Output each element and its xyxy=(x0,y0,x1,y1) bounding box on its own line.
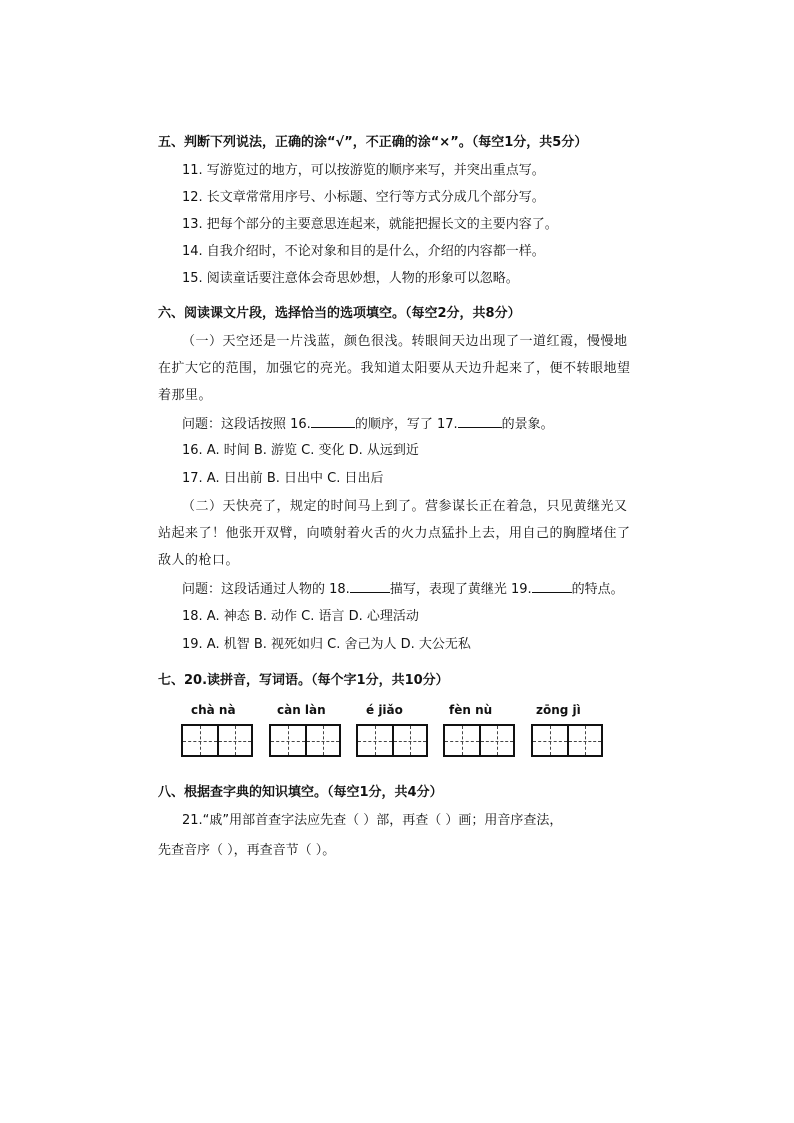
pinyin-1: chà nà xyxy=(191,703,236,717)
section-5-title: 五、判断下列说法，正确的涂“√”，不正确的涂“×”。（每空1分，共5分） xyxy=(158,135,588,150)
grid-cell[interactable] xyxy=(479,726,513,755)
grid-cell[interactable] xyxy=(533,726,567,755)
blank-16[interactable] xyxy=(311,414,355,428)
writing-grid-2[interactable] xyxy=(269,724,341,757)
question-21-line-2: 先查音序（ ），再查音节（ ）。 xyxy=(158,843,336,858)
grid-cell[interactable] xyxy=(217,726,251,755)
question-2-text-a: 问题：这段话通过人物的 18. xyxy=(182,582,350,597)
blank-19[interactable] xyxy=(532,579,572,593)
question-1-text-b: 的顺序，写了 17. xyxy=(354,417,458,432)
grid-cell[interactable] xyxy=(392,726,426,755)
pinyin-2: càn làn xyxy=(277,703,326,717)
section-7-title: 七、20.读拼音，写词语。（每个字1分，共10分） xyxy=(158,673,449,688)
section-8-title: 八、根据查字典的知识填空。（每空1分，共4分） xyxy=(158,785,443,800)
blank-18[interactable] xyxy=(350,579,390,593)
question-15: 15. 阅读童话要注意体会奇思妙想，人物的形象可以忽略。 xyxy=(182,271,519,286)
question-18-19-prompt xyxy=(182,579,624,599)
writing-grid-1[interactable] xyxy=(181,724,253,757)
grid-cell[interactable] xyxy=(183,726,217,755)
blank-17[interactable] xyxy=(458,414,502,428)
question-16-17-prompt xyxy=(182,414,554,434)
passage-1-line-3: 着那里。 xyxy=(158,388,213,403)
question-2-text-c: 的特点。 xyxy=(571,582,624,597)
passage-2-line-2: 站起来了！他张开双臂，向喷射着火舌的火力点猛扑上去，用自己的胸膛堵住了 xyxy=(158,526,631,541)
question-1-text-c: 的景象。 xyxy=(501,417,554,432)
section-6-title: 六、阅读课文片段，选择恰当的选项填空。（每空2分，共8分） xyxy=(158,306,521,321)
grid-cell[interactable] xyxy=(567,726,601,755)
question-2-text-b: 描写，表现了黄继光 19. xyxy=(389,582,532,597)
pinyin-5: zōng jì xyxy=(536,703,581,717)
grid-cell[interactable] xyxy=(305,726,339,755)
grid-cell[interactable] xyxy=(271,726,305,755)
grid-cell[interactable] xyxy=(358,726,392,755)
options-16: 16. A. 时间 B. 游览 C. 变化 D. 从远到近 xyxy=(182,443,419,458)
pinyin-4: fèn nù xyxy=(449,703,493,717)
question-11: 11. 写游览过的地方，可以按游览的顺序来写，并突出重点写。 xyxy=(182,163,545,178)
question-14: 14. 自我介绍时，不论对象和目的是什么，介绍的内容都一样。 xyxy=(182,244,545,259)
writing-grid-5[interactable] xyxy=(531,724,603,757)
passage-1-line-1: （一）天空还是一片浅蓝，颜色很浅。转眼间天边出现了一道红霞，慢慢地 xyxy=(182,334,628,349)
writing-grid-4[interactable] xyxy=(443,724,515,757)
question-13: 13. 把每个部分的主要意思连起来，就能把握长文的主要内容了。 xyxy=(182,217,558,232)
passage-2-line-1: （二）天快亮了，规定的时间马上到了。营参谋长正在着急，只见黄继光又 xyxy=(182,499,628,514)
passage-2-line-3: 敌人的枪口。 xyxy=(158,553,240,568)
options-17: 17. A. 日出前 B. 日出中 C. 日出后 xyxy=(182,471,384,486)
options-18: 18. A. 神态 B. 动作 C. 语言 D. 心理活动 xyxy=(182,609,419,624)
question-1-text-a: 问题：这段话按照 16. xyxy=(182,417,311,432)
passage-1-line-2: 在扩大它的范围，加强它的亮光。我知道太阳要从天边升起来了，便不转眼地望 xyxy=(158,361,631,376)
grid-cell[interactable] xyxy=(445,726,479,755)
question-12: 12. 长文章常常用序号、小标题、空行等方式分成几个部分写。 xyxy=(182,190,545,205)
question-21-line-1: 21.“戚”用部首查字法应先查（ ）部，再查（ ）画；用音序查法， xyxy=(182,813,563,828)
writing-grid-3[interactable] xyxy=(356,724,428,757)
pinyin-3: é jiǎo xyxy=(366,703,403,717)
options-19: 19. A. 机智 B. 视死如归 C. 舍己为人 D. 大公无私 xyxy=(182,637,471,652)
